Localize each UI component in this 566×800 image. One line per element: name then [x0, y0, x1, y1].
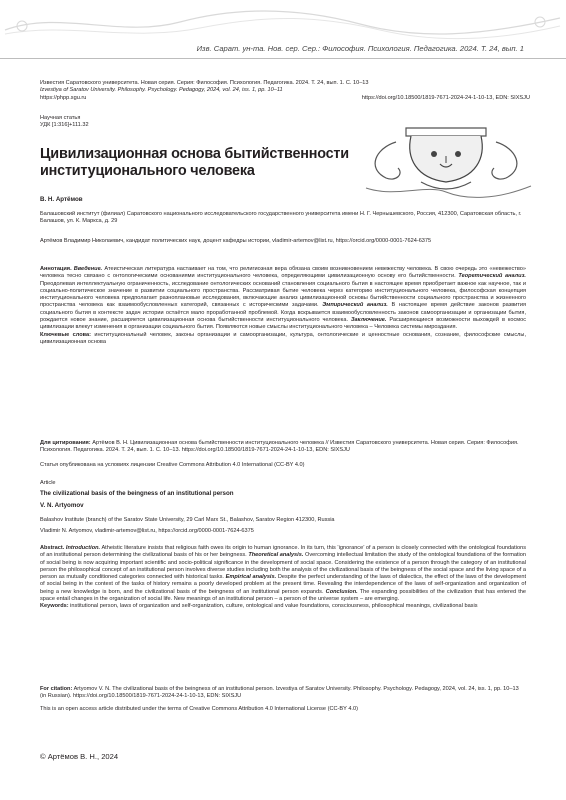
citation-label: Для цитирования: [40, 440, 91, 446]
keywords-text-en: institutional person, laws of organization and self-organization, culture, ontological and value foundations, consciousness, philosophical meanings, civilizational basis [70, 603, 478, 610]
copyright-notice: © Артёмов В. Н., 2024 [40, 752, 119, 761]
conclusion-label-en: Conclusion. [325, 588, 358, 595]
meta-line-en: Izvestiya of Saratov University. Philosophy. Psychology. Pedagogy, 2024, vol. 24, iss. 1, pp. 10–11 [40, 87, 283, 94]
article-kind [40, 115, 89, 130]
abstract-label-en: Abstract. [40, 545, 65, 551]
running-title: Изв. Сарат. ун-та. Нов. сер. Сер.: Философия. Психология. Педагогика. 2024. Т. 24, вып. 1 [196, 44, 524, 53]
license-en: This is an open access article distributed under the terms of Creative Commons Attribution 4.0 International License (CC-BY 4.0) [40, 706, 358, 712]
empirical-label: Эмпирический анализ. [322, 302, 388, 309]
keywords-label-en: Keywords: [40, 603, 69, 610]
affiliation-en: Balashov Institute (branch) of the Saratov State University, 29 Carl Marx St., Balashov, Saratov Region 412300, Russia [40, 517, 335, 523]
author-info: Артёмов Владимир Николаевич, кандидат политических наук, доцент кафедры истории, vladimir-artemov@list.ru, https://orcid.org/0000-0001-7624-6375 [40, 238, 432, 244]
empirical-text: В настоящее время действие законов развития социального бытия в контексте задач истории остаётся мало проработанной проблемой. Когда вскрывается взаимообусловленность законов самоорганизации и организации бытия, рождается новое знание, расширяется цивилизационная основа бытийственности институционального человека. [40, 302, 527, 324]
theory-label: Теоретический анализ. [458, 273, 526, 280]
affiliation: Балашовский институт (филиал) Саратовского национального исследовательского государственного университета имени Н. Г. Чернышевского, Россия, 412300, Саратовская область, г. Балашов, ул. К. Маркса, д. 29 [40, 211, 522, 225]
author-name: В. Н. Артёмов [40, 196, 83, 203]
doi-link[interactable]: https://doi.org/10.18500/1819-7671-2024-24-1-10-13, EDN: SIXSJU [361, 94, 530, 101]
meta-line-ru: Известия Саратовского университета. Новая серия. Серия: Философия. Психология. Педагогика. 2024. Т. 24, вып. 1. С. 10–13 [40, 80, 369, 86]
conclusion-text-en: The expanding possibilities of the civilization that has entered the space entail changes in the organization of social life. New meanings of an institutional person – a person of the universe system – are emerging. [40, 588, 527, 603]
theory-text: Преодолевая интеллектуальную ограниченность, исследование онтологических оснований становления социального бытия в настоящее время приобретает важное как научное, так и социально-политическое значение в развитии социального пространства. Рассматривая бытие человека через категорию институционального человека, философская концепция институционального человека предполагает разноплановые исследования, включающие анализ цивилизационной основы бытийственности социального пространства и жизненного пространства человека как взаимообусловленных категорий, связанных с историческими задачами. [40, 280, 526, 309]
empirical-label-en: Empirical analysis. [225, 574, 277, 581]
journal-meta [40, 80, 530, 102]
intro-text-en: Atheistic literature insists that religious faith owes its origin to human ignorance. In its turn, this ‘ignorance’ of a person is closely connected with the ontological foundations of an institutional person determining the civilizational basis of his or her beingness. [40, 545, 526, 559]
citation-ru [40, 440, 526, 455]
abstract-label: Аннотация. [40, 266, 72, 272]
citation-label-en: For citation: [40, 686, 73, 692]
theory-text-en: Overcoming intellectual limitation the study of the ontological foundations of the formation of social being is now acquiring important scientific and socio-political significance in the development of social space. Considering the existence of a person through the category of an institutional person the philosophical concept of an institutional person involves diverse studies including both the analysis of the civilizational basis of the beingness of the social space and the living space of a person as mutually conditioned categories connected with historical tasks. [40, 552, 526, 581]
citation-text: Артёмов В. Н. Цивилизационная основа бытийственности институционального человека // Известия Саратовского университета. Новая серия. Серия: Философия. Психология. Педагогика. 2024. Т. 24, вып. 1. С. 10–13. https://doi.org/10.18500/1819-7671-2024-24-1-10-13, EDN: SIXSJU [40, 440, 519, 454]
license-ru: Статья опубликована на условиях лицензии Creative Commons Attribution 4.0 International (CC-BY 4.0) [40, 462, 305, 468]
abstract-en [40, 545, 526, 611]
intro-label: Введение. [73, 266, 103, 272]
author-name-en: V. N. Artyomov [40, 502, 84, 509]
journal-site-link[interactable]: https://phpp.sgu.ru [40, 94, 87, 101]
conclusion-label: Заключение. [350, 317, 387, 324]
article-title [40, 146, 370, 180]
udk-code: УДК [1:316]+111.32 [40, 122, 89, 129]
author-info-en: Vladimir N. Artyomov, vladimir-artemov@list.ru, https://orcid.org/0000-0001-7624-6375 [40, 528, 254, 534]
article-kind-en: Article [40, 480, 56, 486]
keywords-label: Ключевые слова: [40, 331, 91, 338]
article-title-en: The civilizational basis of the beingness of an institutional person [40, 490, 234, 497]
citation-text-en: Artyomov V. N. The civilizational basis of the beingness of an institutional person. Izvestiya of Saratov University. Philosophy. Psychology. Pedagogy, 2024, vol. 24, iss. 1, pp. 10–13 (in Russian). https://doi.org/10.18500/1819-7671-2024-24-1-10-13, EDN: SIXSJU [40, 686, 519, 700]
conclusion-text: Расширяющиеся возможности выхождей в космос цивилизации влекут изменения в организации социального бытия. Появляются новые смыслы институционального человека – Человека системы мироздания. [40, 317, 527, 331]
intro-text: Атеистическая литература настаивает на том, что религиозная вера обязана своим возникновением невежеству человека. В свою очередь это «невежество» человека тесно связано с онтологическими основаниями институционального человека, определяющими цивилизационную основу его бытийственности. [40, 266, 527, 280]
article-kind-label: Научная статья [40, 115, 81, 121]
header-ornament-icon [0, 0, 566, 40]
intro-label-en: Introduction. [65, 545, 101, 551]
abstract-ru [40, 266, 526, 346]
keywords-text: институциональный человек, законы организации и самоорганизации, культура, онтологические и ценностные основания, сознание, философские смыслы, цивилизационная основа [40, 331, 526, 345]
theory-label-en: Theoretical analysis. [248, 552, 304, 559]
article-title-line-2: институционального человека [40, 163, 255, 179]
empirical-text-en: Despite the perfect understanding of the laws of dialectics, the effect of the laws of the development of social being in the context of the tasks of history remains a poorly developed problem at the present time. Revealing the interdependence of the laws of self-organization and organization of being a new knowledge is born, and the civilizational basis of the beingness of an institutional person expands. [40, 574, 527, 595]
article-title-line-1: Цивилизационная основа бытийственности [40, 146, 349, 162]
citation-en [40, 686, 526, 701]
header-divider [0, 58, 566, 59]
